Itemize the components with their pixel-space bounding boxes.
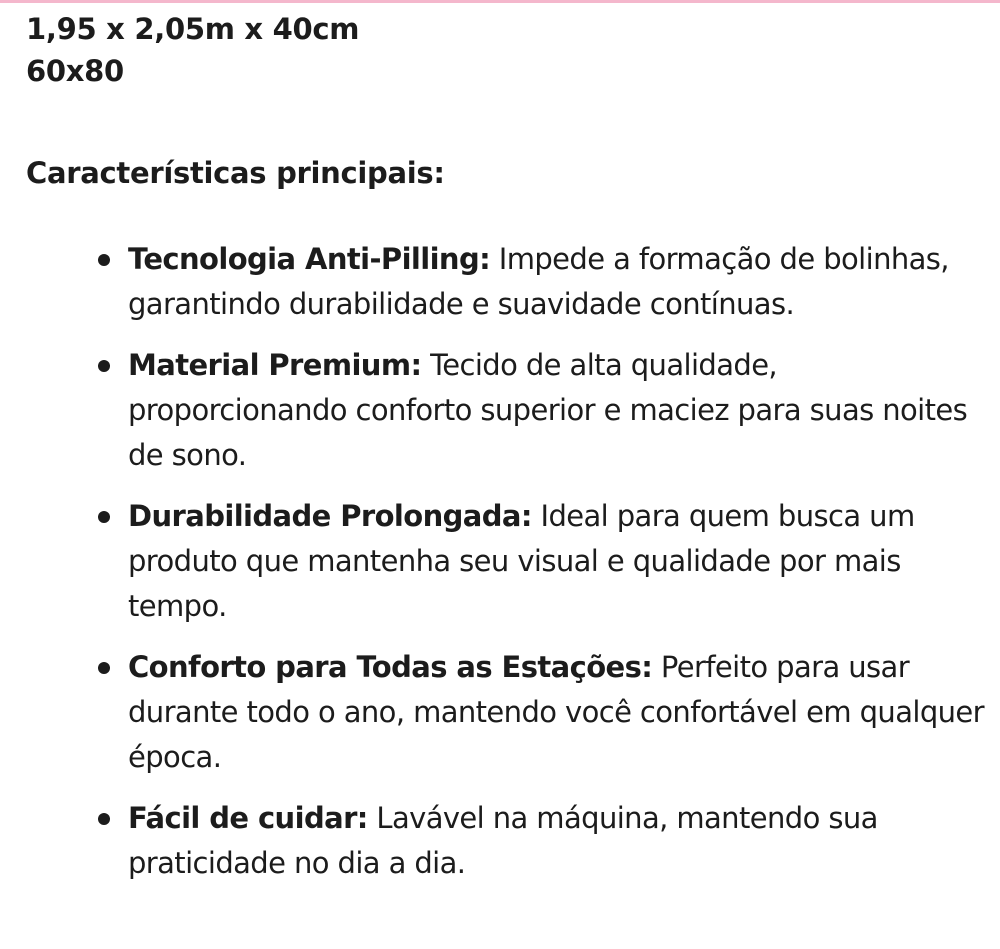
feature-label: Material Premium:: [128, 348, 422, 382]
bullet-icon: [98, 511, 110, 523]
feature-item-conforto: [26, 645, 986, 780]
feature-label: Durabilidade Prolongada:: [128, 499, 532, 533]
feature-text: Impede a formação de bolinhas, garantindo durabilidade e suavidade contínuas.: [128, 242, 949, 321]
feature-item-durabilidade: [26, 494, 986, 629]
top-divider: [0, 0, 1000, 3]
feature-label: Tecnologia Anti-Pilling:: [128, 242, 491, 276]
feature-text: Ideal para quem busca um produto que mantenha seu visual e qualidade por mais tempo.: [128, 499, 915, 623]
product-description: [26, 8, 986, 902]
bullet-icon: [98, 360, 110, 372]
feature-label: Conforto para Todas as Estações:: [128, 650, 653, 684]
feature-item-anti-pilling: [26, 237, 986, 327]
bullet-icon: [98, 254, 110, 266]
feature-label: Fácil de cuidar:: [128, 801, 368, 835]
bullet-icon: [98, 662, 110, 674]
feature-text: Lavável na máquina, mantendo sua praticidade no dia a dia.: [128, 801, 878, 880]
feature-item-material-premium: [26, 343, 986, 478]
section-title: Características principais:: [26, 156, 445, 190]
feature-text: Tecido de alta qualidade, proporcionando conforto superior e maciez para suas noites de sono.: [128, 348, 968, 472]
bullet-icon: [98, 813, 110, 825]
pillow-size-text: 60x80: [26, 54, 124, 88]
feature-text: Perfeito para usar durante todo o ano, mantendo você confortável em qualquer época.: [128, 650, 984, 774]
features-list: [26, 237, 986, 886]
dimensions-text: 1,95 x 2,05m x 40cm: [26, 12, 360, 46]
feature-item-facil-cuidar: [26, 796, 986, 886]
